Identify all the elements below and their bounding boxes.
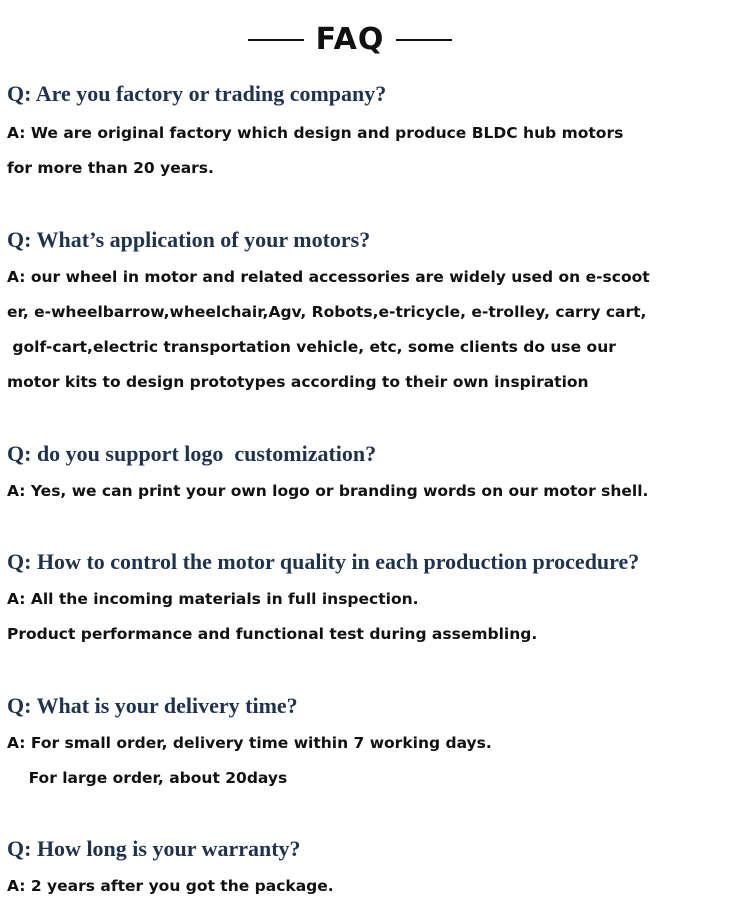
faq-answer-line: A: Yes, we can print your own logo or branding words on our motor shell. xyxy=(7,482,649,500)
faq-answer-line: Product performance and functional test during assembling. xyxy=(7,625,538,643)
faq-answer-line: A: We are original factory which design and produce BLDC hub motors xyxy=(7,124,624,142)
faq-header xyxy=(0,18,700,62)
faq-question-warranty: Q: How long is your warranty? xyxy=(7,836,301,861)
faq-answer-line: A: All the incoming materials in full inspection. xyxy=(7,590,419,608)
faq-question-delivery: Q: What is your delivery time? xyxy=(7,693,298,718)
faq-answer-line: motor kits to design prototypes according to their own inspiration xyxy=(7,373,589,391)
faq-answer-line: A: For small order, delivery time within 7 working days. xyxy=(7,734,492,752)
page-title: FAQ xyxy=(315,22,385,57)
title-left-rule xyxy=(248,39,304,41)
faq-answer-line: er, e-wheelbarrow,wheelchair,Agv, Robots,e-tricycle, e-trolley, carry cart, xyxy=(7,303,647,321)
faq-question-logo: Q: do you support logo customization? xyxy=(7,441,377,466)
faq-answer-line: A: 2 years after you got the package. xyxy=(7,877,334,895)
faq-answer-line: for more than 20 years. xyxy=(7,159,214,177)
faq-answer-line: A: our wheel in motor and related accessories are widely used on e-scoot xyxy=(7,268,650,286)
title-right-rule xyxy=(396,39,452,41)
faq-answer-line: golf-cart,electric transportation vehicle, etc, some clients do use our xyxy=(7,338,616,356)
faq-answer-line: For large order, about 20days xyxy=(7,769,288,787)
faq-question-application: Q: What’s application of your motors? xyxy=(7,227,371,252)
faq-question-quality: Q: How to control the motor quality in each production procedure? xyxy=(7,549,640,574)
faq-question-factory: Q: Are you factory or trading company? xyxy=(7,81,387,106)
